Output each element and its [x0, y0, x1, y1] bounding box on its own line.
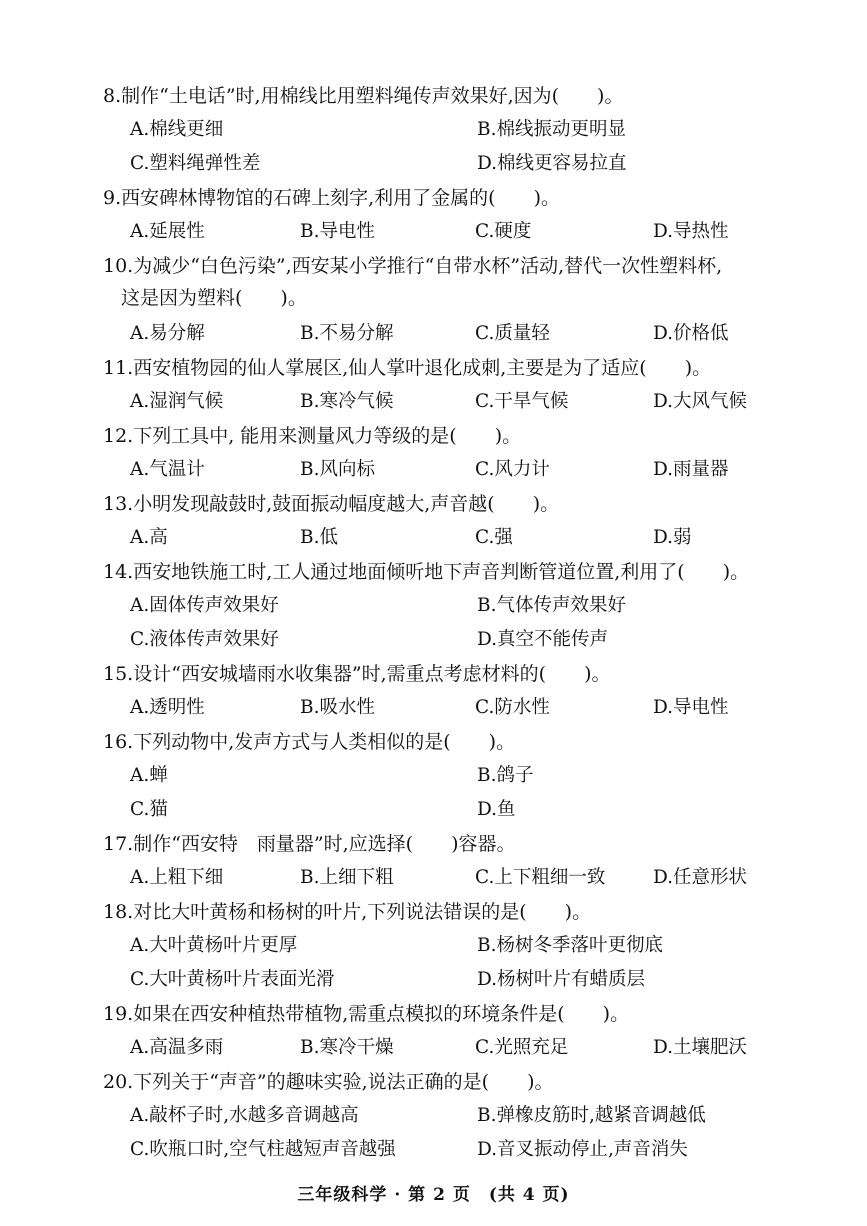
option-b[interactable]: B.杨树冬季落叶更彻底: [477, 935, 663, 956]
options-row: [130, 454, 850, 486]
option-c[interactable]: C.风力计: [475, 459, 550, 480]
option-c[interactable]: C.光照充足: [475, 1037, 569, 1058]
question-stem: [103, 182, 833, 214]
option-d[interactable]: D.土壤肥沃: [653, 1037, 748, 1058]
options-row: [130, 114, 850, 146]
option-c[interactable]: C.硬度: [475, 221, 532, 242]
option-b[interactable]: B.气体传声效果好: [477, 595, 626, 616]
option-c[interactable]: C.干旱气候: [475, 391, 569, 412]
question-text: 15.设计“西安城墙雨水收集器”时,需重点考虑材料的( )。: [103, 663, 611, 685]
options-row: [130, 1032, 850, 1064]
option-b[interactable]: B.寒冷干燥: [300, 1037, 394, 1058]
option-c[interactable]: C.塑料绳弹性差: [130, 153, 261, 174]
question-text: 17.制作“西安特 雨量器”时,应选择( )容器。: [103, 833, 516, 855]
options-row: [130, 386, 850, 418]
option-a[interactable]: A.敲杯子时,水越多音调越高: [130, 1105, 359, 1126]
question-stem: [103, 1066, 833, 1098]
question-text: 14.西安地铁施工时,工人通过地面倾听地下声音判断管道位置,利用了( )。: [103, 561, 750, 583]
option-c[interactable]: C.强: [475, 527, 513, 548]
options-row: [130, 624, 850, 656]
question-stem: [103, 658, 833, 690]
question-stem: [103, 488, 833, 520]
question-text: 20.下列关于“声音”的趣味实验,说法正确的是( )。: [103, 1071, 554, 1093]
question-stem: [103, 828, 833, 860]
question-stem: [103, 726, 833, 758]
option-b[interactable]: B.棉线振动更明显: [477, 119, 626, 140]
option-a[interactable]: A.上粗下细: [130, 867, 224, 888]
option-b[interactable]: B.寒冷气候: [300, 391, 394, 412]
question-stem: [103, 352, 833, 384]
option-d[interactable]: D.真空不能传声: [477, 629, 609, 650]
option-c[interactable]: C.吹瓶口时,空气柱越短声音越强: [130, 1139, 396, 1160]
option-a[interactable]: A.棉线更细: [130, 119, 224, 140]
question-text: 16.下列动物中,发声方式与人类相似的是( )。: [103, 731, 516, 753]
question-text-continued: 这是因为塑料( )。: [121, 287, 307, 309]
option-a[interactable]: A.气温计: [130, 459, 205, 480]
options-row: [130, 216, 850, 248]
question-text: 9.西安碑林博物馆的石碑上刻字,利用了金属的( )。: [103, 187, 560, 209]
option-a[interactable]: A.固体传声效果好: [130, 595, 279, 616]
question-text: 13.小明发现敲鼓时,鼓面振动幅度越大,声音越( )。: [103, 493, 560, 515]
question-text: 19.如果在西安种植热带植物,需重点模拟的环境条件是( )。: [103, 1003, 630, 1025]
option-b[interactable]: B.不易分解: [300, 323, 394, 344]
question-stem: [103, 80, 833, 112]
options-row: [130, 522, 850, 554]
question-text: 12.下列工具中, 能用来测量风力等级的是( )。: [103, 425, 522, 447]
option-a[interactable]: A.高温多雨: [130, 1037, 224, 1058]
options-row: [130, 148, 850, 180]
options-row: [130, 590, 850, 622]
option-b[interactable]: B.低: [300, 527, 338, 548]
options-row: [130, 1100, 850, 1132]
option-d[interactable]: D.雨量器: [653, 459, 729, 480]
option-c[interactable]: C.防水性: [475, 697, 550, 718]
options-row: [130, 862, 850, 894]
options-row: [130, 964, 850, 996]
option-a[interactable]: A.高: [130, 527, 168, 548]
option-a[interactable]: A.大叶黄杨叶片更厚: [130, 935, 298, 956]
option-d[interactable]: D.导电性: [653, 697, 729, 718]
option-a[interactable]: A.蝉: [130, 765, 168, 786]
option-a[interactable]: A.透明性: [130, 697, 205, 718]
option-a[interactable]: A.易分解: [130, 323, 205, 344]
option-d[interactable]: D.任意形状: [653, 867, 748, 888]
options-row: [130, 930, 850, 962]
option-b[interactable]: B.吸水性: [300, 697, 375, 718]
option-b[interactable]: B.鸽子: [477, 765, 534, 786]
question-stem: [103, 250, 833, 314]
option-b[interactable]: B.导电性: [300, 221, 375, 242]
option-c[interactable]: C.液体传声效果好: [130, 629, 279, 650]
question-text: 8.制作“土电话”时,用棉线比用塑料绳传声效果好,因为( )。: [103, 85, 624, 107]
page-footer: 三年级科学 · 第 2 页 (共 4 页): [297, 1185, 570, 1205]
option-d[interactable]: D.导热性: [653, 221, 729, 242]
option-a[interactable]: A.湿润气候: [130, 391, 224, 412]
option-c[interactable]: C.上下粗细一致: [475, 867, 606, 888]
question-text: 18.对比大叶黄杨和杨树的叶片,下列说法错误的是( )。: [103, 901, 592, 923]
option-b[interactable]: B.风向标: [300, 459, 375, 480]
option-d[interactable]: D.弱: [653, 527, 692, 548]
question-stem: [103, 896, 833, 928]
option-c[interactable]: C.大叶黄杨叶片表面光滑: [130, 969, 335, 990]
question-stem: [103, 420, 833, 452]
options-row: [130, 1134, 850, 1166]
option-b[interactable]: B.弹橡皮筋时,越紧音调越低: [477, 1105, 706, 1126]
option-a[interactable]: A.延展性: [130, 221, 205, 242]
options-row: [130, 318, 850, 350]
option-d[interactable]: D.价格低: [653, 323, 729, 344]
options-row: [130, 760, 850, 792]
option-c[interactable]: C.猫: [130, 799, 168, 820]
question-text: 10.为减少“白色污染”,西安某小学推行“自带水杯”活动,替代一次性塑料杯,: [103, 255, 723, 277]
options-row: [130, 692, 850, 724]
option-d[interactable]: D.鱼: [477, 799, 516, 820]
option-d[interactable]: D.杨树叶片有蜡质层: [477, 969, 646, 990]
option-c[interactable]: C.质量轻: [475, 323, 550, 344]
question-text: 11.西安植物园的仙人掌展区,仙人掌叶退化成刺,主要是为了适应( )。: [103, 357, 712, 379]
question-stem: [103, 998, 833, 1030]
options-row: [130, 794, 850, 826]
option-d[interactable]: D.音叉振动停止,声音消失: [477, 1139, 688, 1160]
option-d[interactable]: D.大风气候: [653, 391, 748, 412]
question-stem: [103, 556, 833, 588]
option-d[interactable]: D.棉线更容易拉直: [477, 153, 627, 174]
option-b[interactable]: B.上细下粗: [300, 867, 394, 888]
